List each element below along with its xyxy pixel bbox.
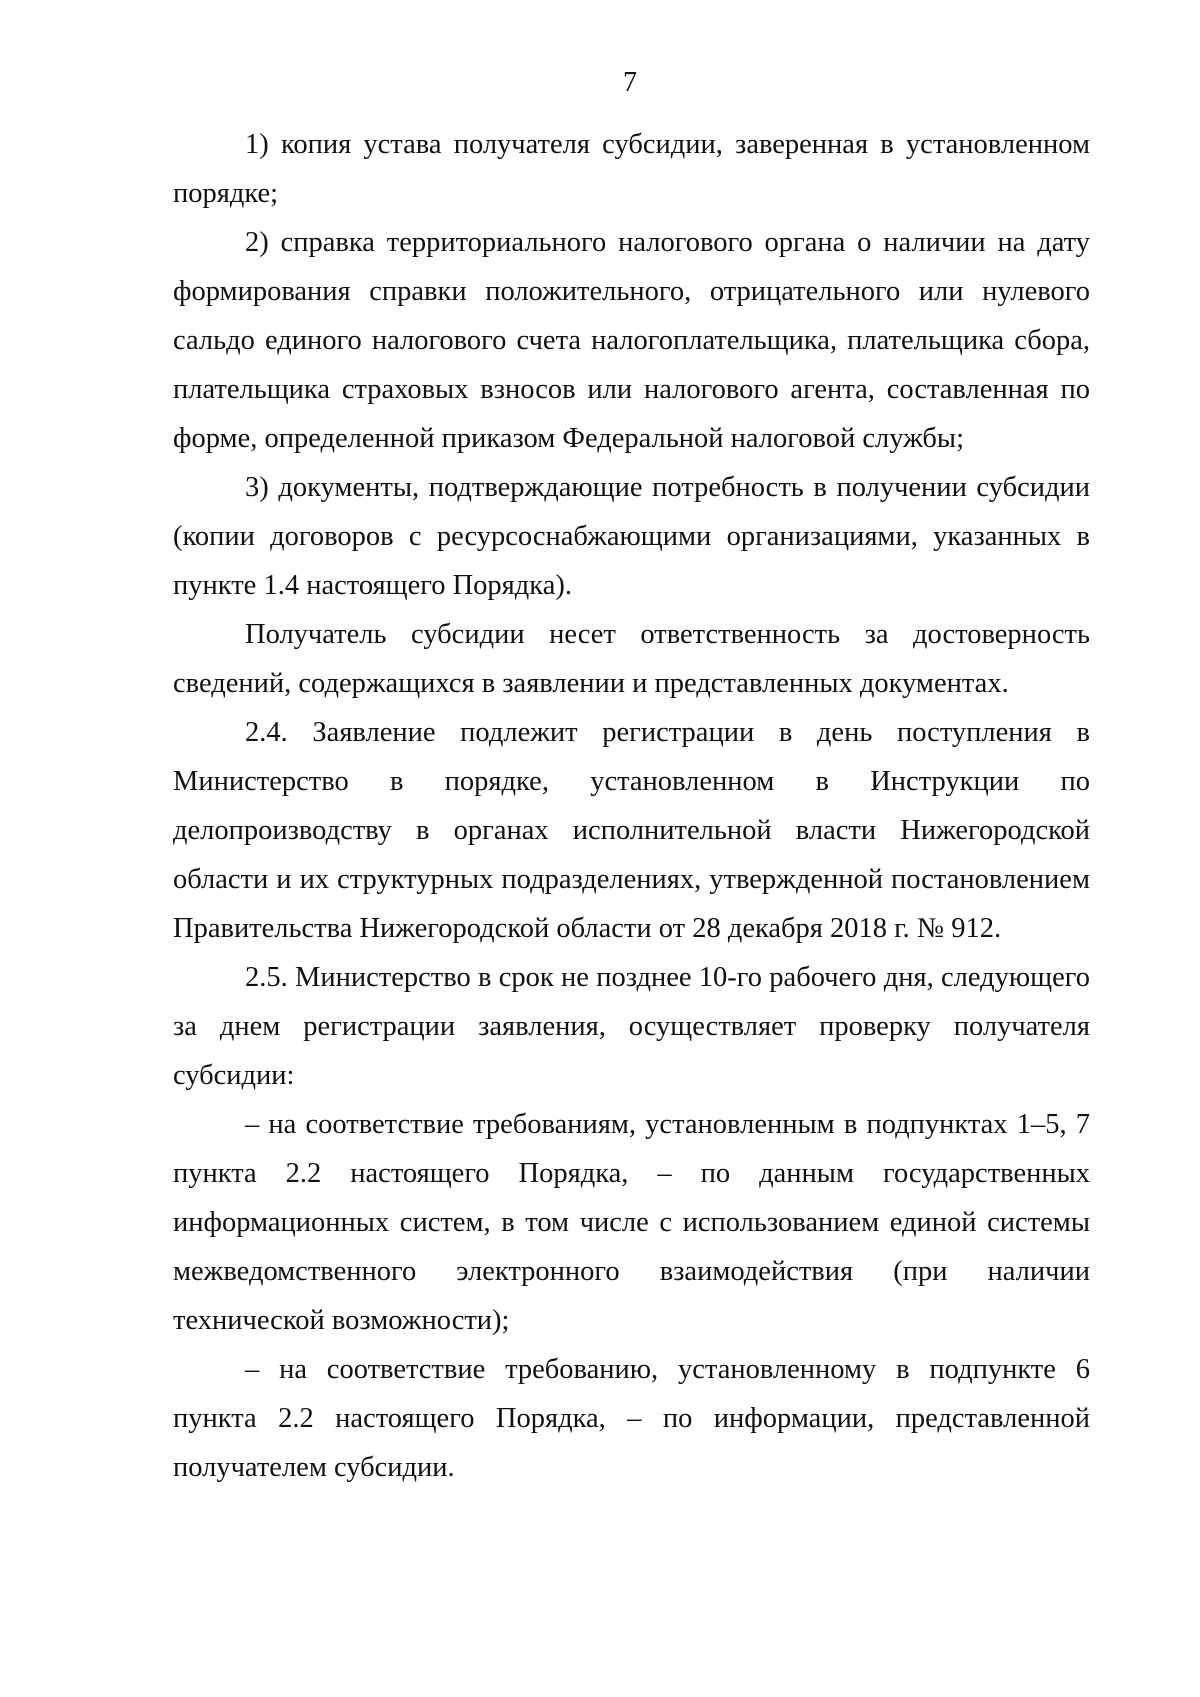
document-body [173, 120, 1090, 1492]
paragraph-section-2-4: 2.4. Заявление подлежит регистрации в день поступления в Министерство в порядке, установленном в Инструкции по делопроизводству в органах исполнительной власти Нижегородской области и их структурных подразделениях, утвержденной постановлением Правительства Нижегородской области от 28 декабря 2018 г. № 912. [173, 717, 1090, 944]
paragraph-check-requirement-6: – на соответствие требованию, установленному в подпункте 6 пункта 2.2 настоящего Порядка, – по информации, представленной получателем субсидии. [173, 1354, 1090, 1483]
paragraph-check-requirements: – на соответствие требованиям, установленным в подпунктах 1–5, 7 пункта 2.2 настоящего Порядка, – по данным государственных информационных систем, в том числе с использованием единой системы межведомственного электронного взаимодействия (при наличии технической возможности); [173, 1109, 1090, 1336]
paragraph-section-2-5: 2.5. Министерство в срок не позднее 10-го рабочего дня, следующего за днем регистрации заявления, осуществляет проверку получателя субсидии: [173, 962, 1090, 1091]
paragraph-charter-copy: 1) копия устава получателя субсидии, заверенная в установленном порядке; [173, 129, 1090, 209]
paragraph-recipient-responsibility: Получатель субсидии несет ответственность за достоверность сведений, содержащихся в заявлении и представленных документах. [173, 619, 1090, 699]
paragraph-tax-certificate: 2) справка территориального налогового органа о наличии на дату формирования справки положительного, отрицательного или нулевого сальдо единого налогового счета налогоплательщика, плательщика сбора, плательщика страховых взносов или налогового агента, составленная по форме, определенной приказом Федеральной налоговой службы; [173, 227, 1090, 454]
paragraph-supporting-documents: 3) документы, подтверждающие потребность в получении субсидии (копии договоров с ресурсоснабжающими организациями, указанных в пункте 1.4 настоящего Порядка). [173, 472, 1090, 601]
page-number: 7 [623, 67, 637, 98]
